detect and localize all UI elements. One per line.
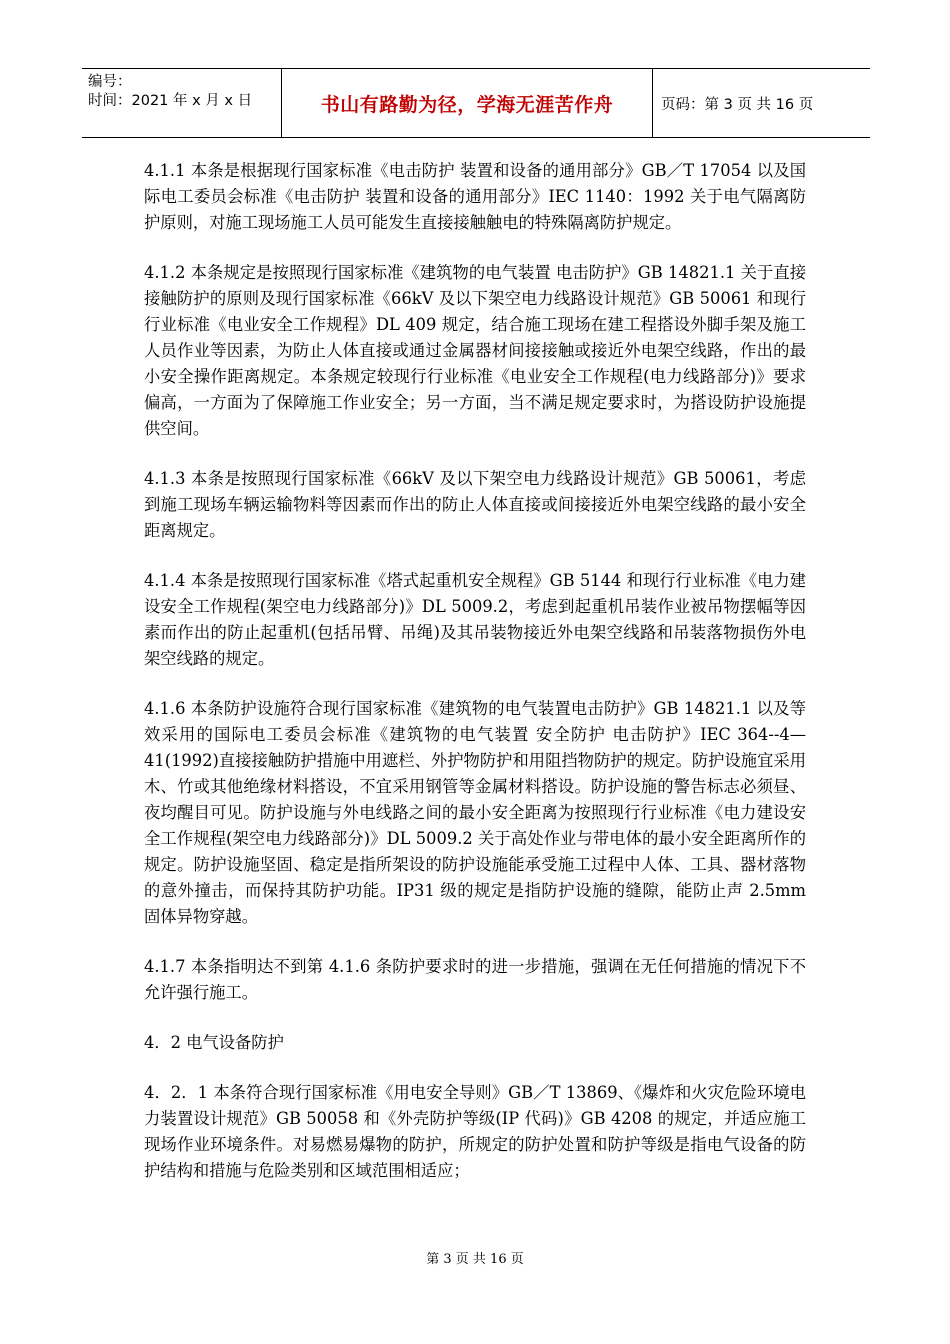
document-body bbox=[144, 158, 806, 1208]
header-meta bbox=[82, 69, 282, 137]
section-heading-4-2: 4．2 电气设备防护 bbox=[144, 1033, 284, 1052]
document-time-label: 时间：2021 年 x 月 x 日 bbox=[88, 93, 253, 109]
header-motto: 书山有路勤为径，学海无涯苦作舟 bbox=[282, 69, 653, 137]
paragraph-4-1-6: 4.1.6 本条防护设施符合现行国家标准《建筑物的电气装置电击防护》GB 14821.1 以及等效采用的国际电工委员会标准《建筑物的电气装置 安全防护 电击防护》IEC 364--4—41(1992)直接接触防护措施中用遮栏、外护物防护和用阻挡物防护的规定。防护设施宜采用木、竹或其他绝缘材料搭设，不宜采用钢管等金属材料搭设。防护设施的警告标志必须昼、夜均醒目可见。防护设施与外电线路之间的最小安全距离为按照现行行业标准《电力建设安全工作规程(架空电力线路部分)》DL 5009.2 关于高处作业与带电体的最小安全距离所作的规定。防护设施坚固、稳定是指所架设的防护设施能承受施工过程中人体、工具、器材落物的意外撞击，而保持其防护功能。IP31 级的规定是指防护设施的缝隙，能防止声 2.5mm 固体异物穿越。 bbox=[144, 699, 806, 926]
paragraph-4-1-3: 4.1.3 本条是按照现行国家标准《66kV 及以下架空电力线路设计规范》GB 50061，考虑到施工现场车辆运输物料等因素而作出的防止人体直接或间接接近外电架空线路的最小安全距离规定。 bbox=[144, 469, 806, 540]
page-footer: 第 3 页 共 16 页 bbox=[426, 1252, 524, 1267]
document-number-label: 编号： bbox=[88, 74, 132, 90]
page-header bbox=[82, 68, 870, 138]
paragraph-4-1-2: 4.1.2 本条规定是按照现行国家标准《建筑物的电气装置 电击防护》GB 14821.1 关于直接接触防护的原则及现行国家标准《66kV 及以下架空电力线路设计规范》GB 50061 和现行行业标准《电业安全工作规程》DL 409 规定，结合施工现场在建工程搭设外脚手架及施工人员作业等因素，为防止人体直接或通过金属器材间接接触或接近外电架空线路，作出的最小安全操作距离规定。本条规定较现行行业标准《电业安全工作规程(电力线路部分)》要求偏高，一方面为了保障施工作业安全；另一方面，当不满足规定要求时，为搭设防护设施提供空间。 bbox=[144, 263, 806, 438]
paragraph-4-1-4: 4.1.4 本条是按照现行国家标准《塔式起重机安全规程》GB 5144 和现行行业标准《电力建设安全工作规程(架空电力线路部分)》DL 5009.2，考虑到起重机吊装作业被吊物摆幅等因素而作出的防止起重机(包括吊臂、吊绳)及其吊装物接近外电架空线路和吊装落物损伤外电架空线路的规定。 bbox=[144, 571, 806, 668]
paragraph-4-1-1: 4.1.1 本条是根据现行国家标准《电击防护 装置和设备的通用部分》GB／T 17054 以及国际电工委员会标准《电击防护 装置和设备的通用部分》IEC 1140：1992 关于电气隔离防护原则，对施工现场施工人员可能发生直接接触触电的特殊隔离防护规定。 bbox=[144, 161, 806, 232]
header-page-info: 页码：第 3 页 共 16 页 bbox=[661, 96, 814, 113]
paragraph-4-2-1: 4．2．1 本条符合现行国家标准《用电安全导则》GB／T 13869、《爆炸和火灾危险环境电力装置设计规范》GB 50058 和《外壳防护等级(IP 代码)》GB 4208 的规定，并适应施工现场作业环境条件。对易燃易爆物的防护，所规定的防护处置和防护等级是指电气设备的防护结构和措施与危险类别和区域范围相适应； bbox=[144, 1083, 806, 1180]
paragraph-4-1-7: 4.1.7 本条指明达不到第 4.1.6 条防护要求时的进一步措施，强调在无任何措施的情况下不允许强行施工。 bbox=[144, 957, 806, 1002]
